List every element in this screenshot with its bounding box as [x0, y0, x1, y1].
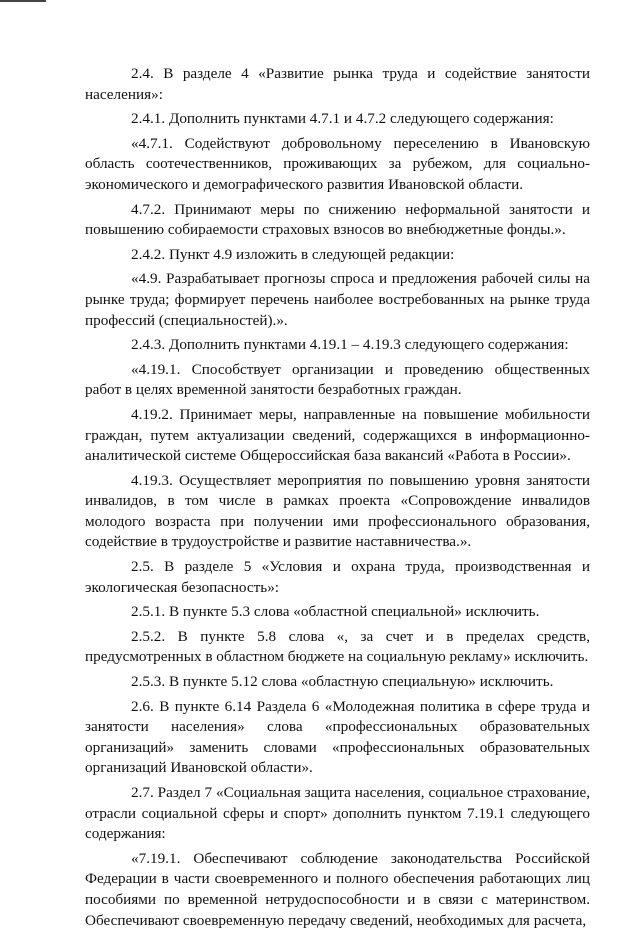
- paragraph-4-19-3: 4.19.3. Осуществляет мероприятия по повышению уровня занятости инвалидов, в том числе в рамках проекта «Сопровождение инвалидов молодого возраста при получении ими профессионального образования, содействие в трудоустройстве и развитие наставничества.».: [85, 471, 590, 551]
- paragraph-2-4: 2.4. В разделе 4 «Развитие рынка труда и содействие занятости населения»:: [85, 65, 590, 103]
- paragraph-4-19-2: 4.19.2. Принимает меры, направленные на повышение мобильности граждан, путем актуализации сведений, содержащихся в информационно-аналитической системе Общероссийская база вакансий «Работа в России».: [85, 405, 590, 465]
- paragraph-2-4-3: 2.4.3. Дополнить пунктами 4.19.1 – 4.19.3 следующего содержания:: [131, 336, 569, 354]
- paragraph-2-7: 2.7. Раздел 7 «Социальная защита населения, социальное страхование, отрасли социальной сферы и спорт» дополнить пунктом 7.19.1 следующего содержания:: [85, 784, 590, 843]
- paragraph-4-9: «4.9. Разрабатывает прогнозы спроса и предложения рабочей силы на рынке труда; формирует перечень наиболее востребованных на рынке труда профессий (специальностей).».: [85, 270, 590, 329]
- paragraph-2-5-2: 2.5.2. В пункте 5.8 слова «, за счет и в пределах средств, предусмотренных в областном бюджете на социальную рекламу» исключить.: [85, 627, 590, 666]
- paragraph-7-19-1: «7.19.1. Обеспечивают соблюдение законодательства Российской Федерации в части своевременного и полного обеспечения работающих лиц пособиями по временной нетрудоспособности и в связи с материнством. Обеспечивают своевременную передачу сведений, необходимых для расчета,: [85, 849, 590, 929]
- paragraph-2-4-1: 2.4.1. Дополнить пунктами 4.7.1 и 4.7.2 следующего содержания:: [131, 110, 554, 128]
- top-edge-rule: [0, 0, 46, 2]
- paragraph-2-5: 2.5. В разделе 5 «Условия и охрана труда, производственная и экологическая безопасность»:: [85, 558, 590, 596]
- paragraph-4-19-1: «4.19.1. Способствует организации и проведению общественных работ в целях временной занятости безработных граждан.: [85, 360, 590, 399]
- paragraph-2-5-1: 2.5.1. В пункте 5.3 слова «областной специальной» исключить.: [131, 603, 540, 621]
- paragraph-2-5-3: 2.5.3. В пункте 5.12 слова «областную специальную» исключить.: [131, 673, 554, 691]
- paragraph-2-6: 2.6. В пункте 6.14 Раздела 6 «Молодежная политика в сфере труда и занятости населения» слова «профессиональных образовательных организаций» заменить словами «профессиональных образовательных организаций Ивановской области».: [85, 697, 590, 777]
- paragraph-4-7-2: 4.7.2. Принимают меры по снижению неформальной занятости и повышению собираемости страховых взносов во внебюджетные фонды.».: [85, 200, 590, 239]
- document-page: [85, 64, 590, 935]
- paragraph-4-7-1: «4.7.1. Содействуют добровольному переселению в Ивановскую область соотечественников, проживающих за рубежом, для социально-экономического и демографического развития Ивановской области.: [85, 134, 590, 193]
- paragraph-2-4-2: 2.4.2. Пункт 4.9 изложить в следующей редакции:: [131, 245, 455, 263]
